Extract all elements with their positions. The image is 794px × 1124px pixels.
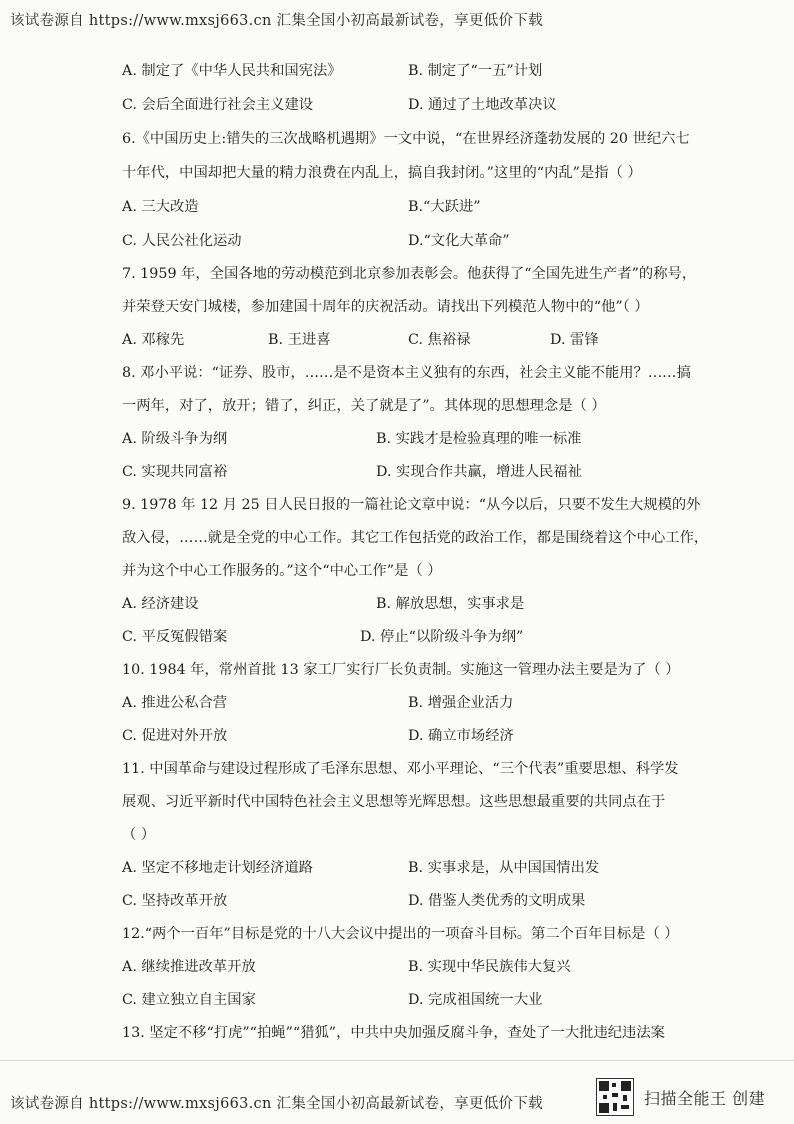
scanner-watermark	[596, 1078, 765, 1116]
q9-option-d: D. 停止“以阶级斗争为纲”	[360, 629, 524, 645]
q11-option-b: B. 实事求是，从中国国情出发	[408, 860, 600, 876]
q6-option-b: B.“大跃进”	[408, 199, 481, 215]
q10-stem-line1: 10. 1984 年，常州首批 13 家工厂实行厂长负责制。实施这一管理办法主要是为了（ ）	[122, 662, 680, 678]
q6-stem-line1: 6.《中国历史上:错失的三次战略机遇期》一文中说，“在世界经济蓬勃发展的 20 世纪六七	[122, 131, 690, 147]
q11-stem-line3: （ ）	[122, 827, 156, 843]
q5-option-a: A. 制定了《中华人民共和国宪法》	[122, 63, 342, 79]
q5-option-c: C. 会后全面进行社会主义建设	[122, 97, 314, 113]
q6-option-a: A. 三大改造	[122, 199, 199, 215]
q13-stem-line1: 13. 坚定不移“打虎”“拍蝇”“猎狐”，中共中央加强反腐斗争，查处了一大批违纪违法案	[122, 1025, 665, 1041]
q7-stem-line1: 7. 1959 年，全国各地的劳动模范到北京参加表彰会。他获得了“全国先进生产者”的称号，	[122, 266, 697, 282]
q10-option-b: B. 增强企业活力	[408, 695, 514, 711]
q12-option-d: D. 完成祖国统一大业	[408, 992, 543, 1008]
q8-option-d: D. 实现合作共赢，增进人民福祉	[376, 464, 582, 480]
q5-option-d: D. 通过了土地改革决议	[408, 97, 557, 113]
q9-option-b: B. 解放思想，实事求是	[376, 596, 525, 612]
q9-stem-line2: 敌入侵，……就是全党的中心工作。其它工作包括党的政治工作，都是围绕着这个中心工作，	[122, 530, 709, 546]
q5-option-b: B. 制定了“一五”计划	[408, 63, 543, 79]
footer-divider	[0, 1060, 794, 1061]
q9-option-c: C. 平反冤假错案	[122, 629, 228, 645]
q8-stem-line1: 8. 邓小平说：“证券、股市，……是不是资本主义独有的东西，社会主义能不能用？……搞	[122, 365, 691, 381]
q11-option-d: D. 借鉴人类优秀的文明成果	[408, 893, 586, 909]
q11-option-a: A. 坚定不移地走计划经济道路	[122, 860, 313, 876]
q10-option-a: A. 推进公私合营	[122, 695, 228, 711]
q11-stem-line1: 11. 中国革命与建设过程形成了毛泽东思想、邓小平理论、“三个代表”重要思想、科学发	[122, 761, 679, 777]
q11-option-c: C. 坚持改革开放	[122, 893, 228, 909]
q8-option-b: B. 实践才是检验真理的唯一标准	[376, 431, 582, 447]
q8-option-c: C. 实现共同富裕	[122, 464, 228, 480]
q9-stem-line1: 9. 1978 年 12 月 25 日人民日报的一篇社论文章中说：“从今以后，只要不发生大规模的外	[122, 497, 701, 513]
q6-option-d: D.“文化大革命”	[408, 233, 510, 249]
q6-stem-line2: 十年代，中国却把大量的精力浪费在内乱上，搞自我封闭。”这里的“内乱”是指（ ）	[122, 165, 642, 181]
q12-option-b: B. 实现中华民族伟大复兴	[408, 959, 571, 975]
q12-option-a: A. 继续推进改革开放	[122, 959, 256, 975]
q7-stem-line2: 并荣登天安门城楼，参加建国十周年的庆祝活动。请找出下列模范人物中的“他”（ ）	[122, 299, 649, 315]
source-banner-top: 该试卷源自 https://www.mxsj663.cn 汇集全国小初高最新试卷，享更低价下载	[10, 13, 543, 29]
q12-option-c: C. 建立独立自主国家	[122, 992, 256, 1008]
q9-stem-line3: 并为这个中心工作服务的。”这个“中心工作”是（ ）	[122, 563, 442, 579]
q10-option-c: C. 促进对外开放	[122, 728, 228, 744]
source-banner-bottom: 该试卷源自 https://www.mxsj663.cn 汇集全国小初高最新试卷，享更低价下载	[10, 1096, 543, 1112]
q7-option-b: B. 王进喜	[268, 332, 331, 348]
qr-code-icon	[596, 1078, 634, 1116]
scanner-credit-text: 扫描全能王 创建	[644, 1088, 766, 1108]
q7-option-c: C. 焦裕禄	[408, 332, 471, 348]
q6-option-c: C. 人民公社化运动	[122, 233, 242, 249]
q11-stem-line2: 展观、习近平新时代中国特色社会主义思想等光辉思想。这些思想最重要的共同点在于	[122, 794, 666, 810]
q7-option-d: D. 雷锋	[550, 332, 599, 348]
q8-stem-line2: 一两年，对了，放开；错了，纠正，关了就是了”。其体现的思想理念是（ ）	[122, 398, 606, 414]
q8-option-a: A. 阶级斗争为纲	[122, 431, 228, 447]
q12-stem-line1: 12.“两个一百年”目标是党的十八大会议中提出的一项奋斗目标。第二个百年目标是（ ）	[122, 926, 679, 942]
q10-option-d: D. 确立市场经济	[408, 728, 514, 744]
q9-option-a: A. 经济建设	[122, 596, 199, 612]
q7-option-a: A. 邓稼先	[122, 332, 185, 348]
